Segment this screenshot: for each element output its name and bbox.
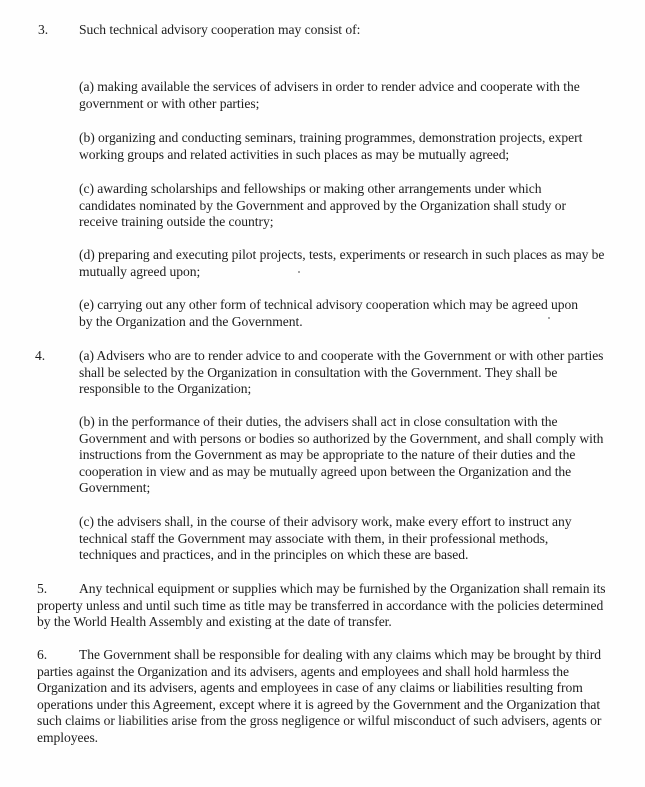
section-3-item-a: (a) making available the services of advisers in order to render advice and cooperate with the government or with other parties; <box>79 79 580 111</box>
scan-speck <box>298 271 300 273</box>
section-4-item-a: (a) Advisers who are to render advice to and cooperate with the Government or with other parties shall be selected by the Organization in consultation with the Government. They shall be responsible to the Organization; <box>79 348 604 396</box>
section-6-text: The Government shall be responsible for dealing with any claims which may be brought by third parties against the Organization and its advisers, agents and employees and shall hold harmless the Organization and its advisers, agents and employees in case of any claims or liabilities resulting from operations under this Agreement, except where it is agreed by the Government and the Organization that such claims or liabilities arise from the gross negligence or wilful misconduct of such advisers, agents or employees. <box>37 647 602 745</box>
section-4-number: 4. <box>35 348 46 363</box>
section-3-item-c: (c) awarding scholarships and fellowships or making other arrangements under which candidates nominated by the Government and approved by the Organization shall study or receive training outside the country; <box>79 181 566 229</box>
section-6-number: 6. <box>37 647 48 662</box>
section-5-paragraph <box>37 581 615 631</box>
section-5-text: Any technical equipment or supplies which may be furnished by the Organization shall remain its property unless and until such time as title may be transferred in accordance with the policies determined by the World Health Assembly and existing at the date of transfer. <box>37 581 606 629</box>
scan-speck <box>548 317 550 319</box>
section-3-item-e: (e) carrying out any other form of technical advisory cooperation which may be agreed upon by the Organization and the Government. <box>79 297 579 329</box>
section-3-intro: Such technical advisory cooperation may consist of: <box>79 22 361 37</box>
section-5-number: 5. <box>37 581 48 596</box>
section-3-item-d: (d) preparing and executing pilot projects, tests, experiments or research in such places as may be mutually agreed upon; <box>79 247 605 279</box>
section-6-paragraph <box>37 647 615 746</box>
section-4-item-c: (c) the advisers shall, in the course of their advisory work, make every effort to instruct any technical staff the Government may associate with them, in their professional methods, techniques and practices, and in the principles on which these are based. <box>79 514 572 562</box>
section-3-item-b: (b) organizing and conducting seminars, training programmes, demonstration projects, expert working groups and related activities in such places as may be mutually agreed; <box>79 130 583 162</box>
section-3-number: 3. <box>38 22 49 37</box>
section-4-item-b: (b) in the performance of their duties, the advisers shall act in close consultation with the Government and with persons or bodies so authorized by the Government, and shall comply with instructions from the Government as may be appropriate to the nature of their duties and the cooperation in view and as may be mutually agreed upon between the Organization and the Government; <box>79 414 604 495</box>
